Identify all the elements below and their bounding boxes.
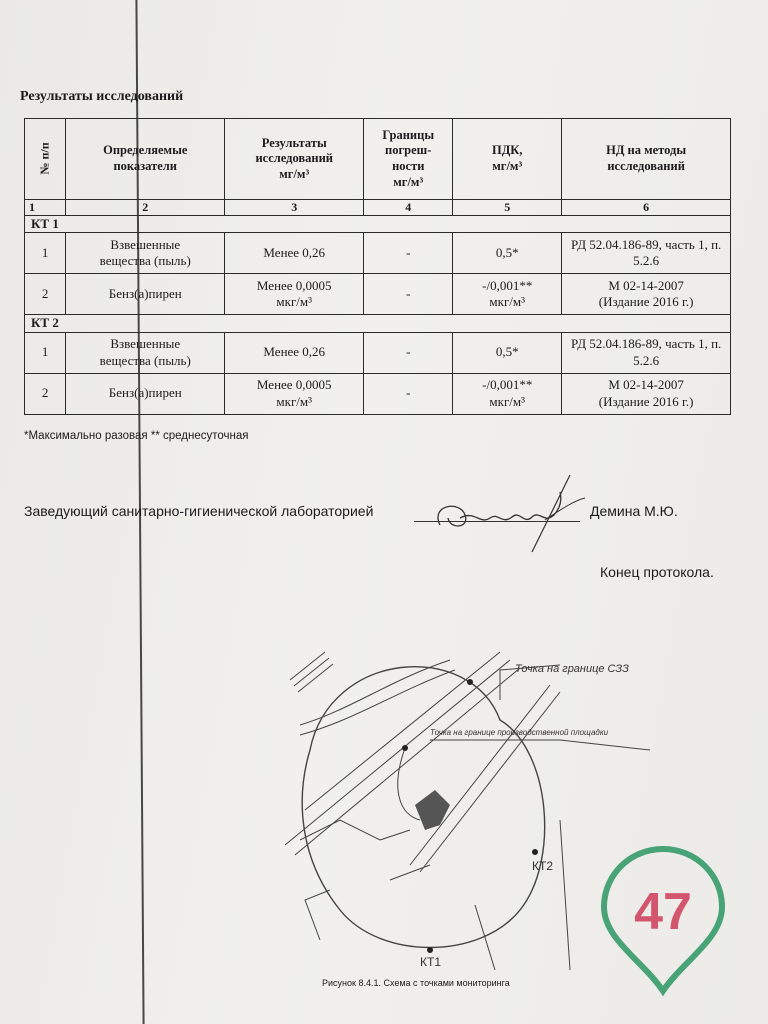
header-indicators: Определяемые показатели (66, 119, 225, 200)
cell-pdk: -/0,001** мкг/м³ (453, 274, 562, 315)
arrow-boundary (430, 740, 650, 750)
section-row (25, 315, 731, 332)
footnote: *Максимально разовая ** среднесуточная (24, 430, 249, 442)
cell-num: 1 (25, 233, 66, 274)
badge-number: 47 (634, 883, 692, 941)
cell-indicator: Взвешенные вещества (пыль) (66, 332, 225, 373)
hatch-marks (290, 652, 333, 692)
label-kt2: КТ2 (532, 859, 553, 873)
cell-error: - (364, 274, 453, 315)
header-nd: НД на методы исследований (562, 119, 731, 200)
cell-result: Менее 0,0005 мкг/м³ (225, 373, 364, 414)
cell-pdk: 0,5* (453, 233, 562, 274)
cell-result: Менее 0,0005 мкг/м³ (225, 274, 364, 315)
results-table (24, 118, 731, 415)
label-szz: Точка на границе СЗЗ (515, 663, 629, 675)
signatory-name: Демина М.Ю. (590, 503, 678, 519)
header-error: Границы погреш- ности мг/м³ (364, 119, 453, 200)
table-header-row (25, 119, 731, 200)
section-label: КТ 2 (25, 315, 731, 332)
table-row (25, 233, 731, 274)
cell-nd: РД 52.04.186-89, часть 1, п. 5.2.6 (562, 233, 731, 274)
cell-num: 2 (25, 274, 66, 315)
table-row (25, 332, 731, 373)
point-boundary (402, 745, 408, 751)
cell-pdk: -/0,001** мкг/м³ (453, 373, 562, 414)
cell-num: 2 (25, 373, 66, 414)
road-curve-2 (300, 670, 455, 735)
column-number: 5 (453, 200, 562, 216)
cell-result: Менее 0,26 (225, 332, 364, 373)
label-kt1: КТ1 (420, 955, 441, 969)
point-kt1 (427, 947, 433, 953)
location-pin-badge (598, 843, 728, 998)
table-row (25, 373, 731, 414)
cell-indicator: Бенз(а)пирен (66, 274, 225, 315)
section-label: КТ 1 (25, 216, 731, 233)
site-edge-1 (410, 685, 550, 865)
column-numbers-row (25, 200, 731, 216)
building-icon (415, 790, 450, 830)
site-loop (398, 748, 420, 820)
cell-error: - (364, 233, 453, 274)
point-szz (467, 679, 473, 685)
column-number: 1 (25, 200, 66, 216)
cell-indicator: Бенз(а)пирен (66, 373, 225, 414)
signature-position: Заведующий санитарно-гигиенической лабораторией (24, 503, 374, 519)
point-kt2 (532, 849, 538, 855)
cell-error: - (364, 332, 453, 373)
section-title: Результаты исследований (20, 89, 184, 104)
header-results: Результаты исследований мг/м³ (225, 119, 364, 200)
column-number: 2 (66, 200, 225, 216)
handwritten-signature (420, 470, 590, 560)
road-line-1 (285, 660, 510, 845)
cell-num: 1 (25, 332, 66, 373)
section-row (25, 216, 731, 233)
cell-error: - (364, 373, 453, 414)
header-pdk: ПДК, мг/м³ (453, 119, 562, 200)
road-line-2 (295, 668, 520, 855)
road-curve-1 (300, 660, 450, 725)
cell-result: Менее 0,26 (225, 233, 364, 274)
header-num: № п/п (25, 119, 66, 200)
table-row (25, 274, 731, 315)
cell-nd: М 02-14-2007 (Издание 2016 г.) (562, 373, 731, 414)
column-number: 6 (562, 200, 731, 216)
cell-indicator: Взвешенные вещества (пыль) (66, 233, 225, 274)
cell-nd: М 02-14-2007 (Издание 2016 г.) (562, 274, 731, 315)
end-of-protocol: Конец протокола. (600, 564, 714, 580)
label-boundary: Точка на границе производственной площадки (430, 728, 609, 737)
column-number: 4 (364, 200, 453, 216)
column-number: 3 (225, 200, 364, 216)
figure-caption: Рисунок 8.4.1. Схема с точками мониторинга (322, 978, 510, 988)
cell-nd: РД 52.04.186-89, часть 1, п. 5.2.6 (562, 332, 731, 373)
cell-pdk: 0,5* (453, 332, 562, 373)
